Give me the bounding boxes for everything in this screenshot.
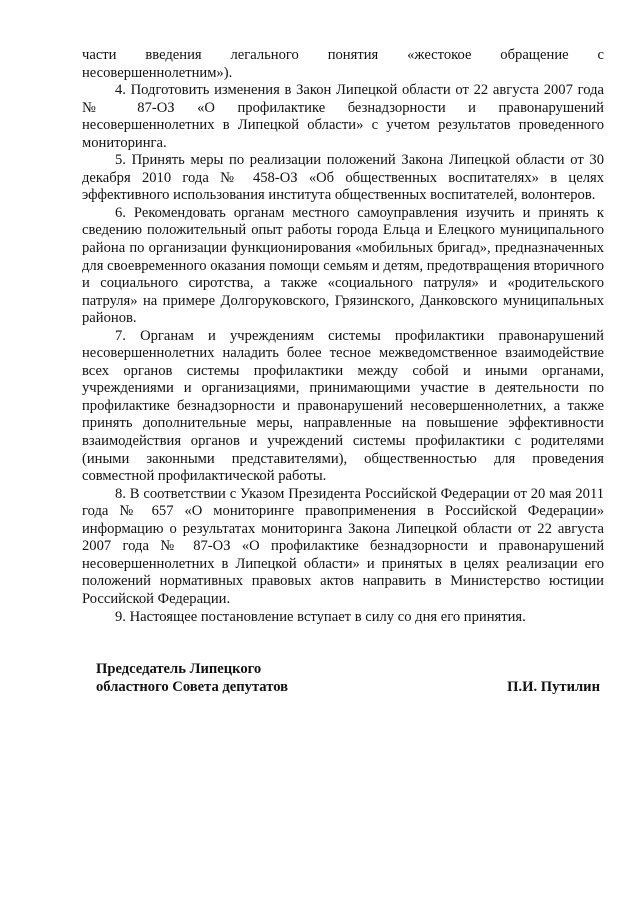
signatory-position-line2: областного Совета депутатов [96, 678, 289, 695]
signatory-name: П.И. Путилин [507, 678, 600, 695]
signature-row [96, 679, 604, 697]
paragraph-3-continuation: части введения легального понятия «жестокое обращение с несовершеннолетним»). [82, 47, 604, 81]
paragraph-item-8: 8. В соответствии с Указом Президента Российской Федерации от 20 мая 2011 года № 657 «О мониторинге правоприменения в Российской Федерации» информацию о результатах мониторинга Закона Липецкой области от 22 августа 2007 года № 87-ОЗ «О профилактике безнадзорности и правонарушений несовершеннолетних в Липецкой области» и принятых в целях реализации его положений нормативных правовых актов направить в Министерство юстиции Российской Федерации. [82, 485, 604, 607]
paragraph-item-6: 6. Рекомендовать органам местного самоуправления изучить и принять к сведению положительный опыт работы города Ельца и Елецкого муниципального района по организации функционирования «мобильных бригад», предназначенных для своевременного оказания помощи семьям и детям, предотвращения вторичного и социального сиротства, а также «социального патруля» и «родительского патруля» на примере Долгоруковского, Грязинского, Данковского муниципальных районов. [82, 204, 604, 327]
paragraph-item-5: 5. Принять меры по реализации положений Закона Липецкой области от 30 декабря 2010 года № 458-ОЗ «Об общественных воспитателях» в целях эффективного использования института общественных воспитателей, волонтеров. [82, 152, 604, 204]
paragraph-item-7: 7. Органам и учреждениям системы профилактики правонарушений несовершеннолетних наладить более тесное межведомственное взаимодействие всех органов системы профилактики между собой и иными органами, учреждениями и организациями, принимающими участие в деятельности по профилактике безнадзорности и правонарушений несовершеннолетних, а также принять дополнительные меры, направленные на повышение эффективности взаимодействия органов и учреждений системы профилактики с родителями (иными законными представителями), общественностью для проведения совместной профилактической работы. [82, 327, 604, 485]
document-body [82, 47, 604, 626]
signatory-position-line1: Председатель Липецкого [96, 661, 262, 677]
paragraph-item-4: 4. Подготовить изменения в Закон Липецкой области от 22 августа 2007 года № 87-ОЗ «О профилактике безнадзорности и правонарушений несовершеннолетних в Липецкой области» с учетом результатов проведенного мониторинга. [82, 82, 604, 151]
signature-block [96, 661, 604, 696]
paragraph-item-9: 9. Настоящее постановление вступает в силу со дня его принятия. [115, 608, 526, 625]
